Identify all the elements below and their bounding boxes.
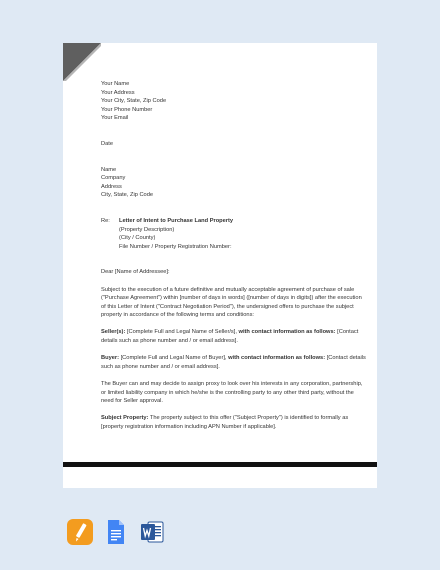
re-file-number: File Number / Property Registration Number: <box>119 243 232 250</box>
sender-block <box>101 80 366 123</box>
seller-contact-label: with contact information as follows: <box>238 329 336 336</box>
re-label: Re: <box>101 217 110 224</box>
recipient-company: Company <box>101 175 126 182</box>
re-city-county: (City / County) <box>119 235 156 242</box>
re-subject: Letter of Intent to Purchase Land Property <box>119 217 234 224</box>
seller-paragraph <box>101 328 366 345</box>
buyer-paragraph <box>101 354 366 371</box>
sender-name: Your Name <box>101 81 130 87</box>
sender-phone: Your Phone Number <box>101 106 153 113</box>
document-page <box>63 43 377 488</box>
letter-body <box>101 80 366 440</box>
recipient-block <box>101 166 366 200</box>
sender-address: Your Address <box>101 89 135 96</box>
word-logo-icon <box>139 519 165 545</box>
recipient-address: Address <box>101 183 122 190</box>
buyer-contact-label: with contact information as follows: <box>228 355 326 362</box>
recipient-name: Name <box>101 166 117 173</box>
sender-city: Your City, State, Zip Code <box>101 98 167 105</box>
buyer-label: Buyer: <box>101 355 120 362</box>
docs-page-icon <box>103 519 129 545</box>
buyer-contact-details: [Contact details such as phone number and / or email address]. <box>101 355 366 370</box>
page-corner-fold <box>63 43 101 81</box>
google-docs-icon[interactable] <box>103 519 129 545</box>
intro-paragraph: Subject to the execution of a future definitive and mutually acceptable agreement of purchase of sale ("Purchase Agreement") within [number of days in words] ([number of days in digits]) after the execution of this Letter of Intent ("Contract Negotiation Period"), the undersigned offers to purchase the subject property in accordance of the following terms and conditions: <box>101 286 362 319</box>
salutation: Dear [Name of Addressee]: <box>101 269 170 276</box>
app-icons-row <box>67 519 165 545</box>
subject-property-text: The property subject to this offer ("Subject Property") is identified to formally as [property registration information including APN Number if applicable]. <box>101 415 349 430</box>
subject-property-paragraph <box>101 414 366 431</box>
seller-text: [Complete Full and Legal Name of Seller/s], <box>125 329 239 336</box>
seller-label: Seller(s): <box>101 329 126 336</box>
pen-icon <box>67 519 93 545</box>
proxy-paragraph: The Buyer can and may decide to assign proxy to look over his interests in any corporation, partnership, or limited liability company in which he/she is the controlling party to any other third party, without the need for Seller approval. <box>101 381 363 405</box>
date-line: Date <box>101 140 114 147</box>
seller-contact-details: [Contact details such as phone number and / or email address]. <box>101 329 359 345</box>
subject-property-label: Subject Property: <box>101 415 149 422</box>
recipient-city: City, State, Zip Code <box>101 192 154 199</box>
footer-bar <box>63 462 377 467</box>
buyer-text: [Complete Full and Legal Name of Buyer], <box>119 355 229 362</box>
word-icon[interactable] <box>139 519 165 545</box>
re-property-description: (Property Description) <box>119 226 175 233</box>
sender-email: Your Email <box>101 115 129 122</box>
re-block <box>101 217 366 251</box>
pages-app-icon[interactable] <box>67 519 93 545</box>
